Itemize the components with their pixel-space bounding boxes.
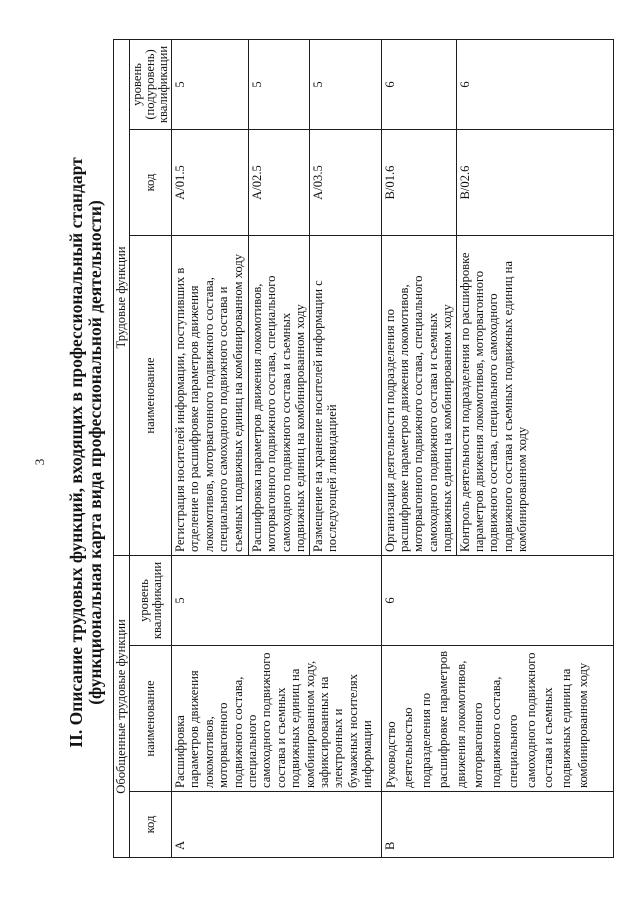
text-line: зафиксированных на xyxy=(317,676,332,788)
labor-function-code: B/02.6 xyxy=(456,130,613,236)
section-title-line-1: II. Описание трудовых функций, входящих в профессиональный стандарт xyxy=(66,157,86,748)
labor-function-name xyxy=(456,236,613,556)
table-header-row xyxy=(130,39,172,857)
text-line: состава и съемных xyxy=(273,687,288,788)
text-line: моторвагонного подвижного состава, специального xyxy=(411,275,426,552)
text-line: расшифровке параметров движения локомотивов, xyxy=(397,284,412,552)
text-line: подвижного состава, xyxy=(230,676,245,788)
labor-function-code: A/02.5 xyxy=(249,130,310,236)
text-line: комбинированном ходу xyxy=(515,426,530,552)
text-line: подвижного состава, специального самоходного xyxy=(486,293,501,552)
header-generalized-functions: Обобщенные трудовые функции xyxy=(114,556,130,858)
labor-function-name xyxy=(309,236,381,556)
text-line: подвижных единиц на комбинированном ходу xyxy=(440,304,455,552)
text-line: отделение по расшифровке параметров движения xyxy=(187,285,202,552)
text-line: специального xyxy=(506,714,521,788)
text-line: локомотивов, xyxy=(201,716,216,788)
labor-function-sublevel: 5 xyxy=(172,39,249,129)
text-line: самоходного подвижного xyxy=(523,652,538,788)
text-line: параметров движения xyxy=(187,670,202,788)
labor-function-code: A/01.5 xyxy=(172,130,249,236)
text-line: расшифровке параметров xyxy=(436,650,451,788)
labor-function-name xyxy=(172,236,249,556)
text-line: состава и съемных xyxy=(541,687,556,788)
text-line: Расшифровка xyxy=(173,715,187,788)
text-line: информации xyxy=(360,720,375,788)
text-line: самоходного подвижного xyxy=(259,652,274,788)
table-row xyxy=(172,39,249,857)
text-line: Контроль деятельности подразделения по расшифровке xyxy=(457,252,472,552)
text-line: движения локомотивов, xyxy=(453,660,468,788)
generalized-function-code: A xyxy=(172,792,382,858)
text-line: моторвагонного xyxy=(216,702,231,788)
page-number: 3 xyxy=(32,458,47,466)
table-header-row xyxy=(114,39,130,857)
text-line: комбинированном ходу xyxy=(576,662,591,788)
labor-function-name xyxy=(381,236,456,556)
text-line: бумажных носителях xyxy=(345,673,360,788)
text-line: самоходного подвижного состава и съемных xyxy=(425,312,440,552)
text-line: специального xyxy=(245,714,260,788)
text-line: съемных подвижных единиц на комбинированном ходу xyxy=(230,253,245,552)
header-code: код xyxy=(130,792,172,858)
table-row xyxy=(381,39,456,857)
text-line: Расшифровка параметров движения локомотивов, xyxy=(250,283,264,552)
labor-function-name xyxy=(249,236,310,556)
generalized-function-code: B xyxy=(381,792,613,858)
header-name: наименование xyxy=(130,646,172,792)
generalized-function-name xyxy=(381,646,613,792)
text-line: параметров движения локомотивов, моторвагонного xyxy=(472,270,487,552)
section-title xyxy=(67,0,105,905)
text-line: моторвагонного xyxy=(471,702,486,788)
text-line: Регистрация носителей информации, поступивших в xyxy=(173,267,187,552)
text-line: подразделения по xyxy=(418,692,433,788)
labor-function-sublevel: 5 xyxy=(249,39,310,129)
header-labor-functions: Трудовые функции xyxy=(114,39,130,555)
text-line: подвижных единиц на xyxy=(558,668,573,788)
generalized-function-name xyxy=(172,646,382,792)
text-line: электронных и xyxy=(331,708,346,788)
text-line: подвижного состава и съемных подвижных единиц на xyxy=(500,261,515,552)
text-line: последующей ликвидацией xyxy=(325,404,340,552)
text-line: подвижных единиц на комбинированном ходу xyxy=(293,304,308,552)
labor-function-sublevel: 6 xyxy=(456,39,613,129)
header-level: уровень квалификации xyxy=(130,556,172,646)
text-line: Руководство xyxy=(383,721,398,788)
text-line: подвижного состава, xyxy=(488,676,503,788)
text-line: Размещение на хранение носителей информации с xyxy=(310,280,325,552)
text-line: деятельностью xyxy=(401,707,416,788)
generalized-function-level: 6 xyxy=(381,556,613,646)
header-labor-name: наименование xyxy=(130,236,172,556)
header-labor-code: код xyxy=(130,130,172,236)
text-line: комбинированном ходу, xyxy=(302,660,317,788)
text-line: локомотивов, моторвагонного подвижного состава, xyxy=(201,277,216,552)
labor-function-code: B/01.6 xyxy=(381,130,456,236)
text-line: Организация деятельности подразделения по xyxy=(382,309,397,552)
section-title-line-2: (функциональная карта вида профессиональной деятельности) xyxy=(85,200,105,705)
text-line: моторвагонного подвижного состава, специального xyxy=(264,275,279,552)
labor-function-code: A/03.5 xyxy=(309,130,381,236)
generalized-function-level: 5 xyxy=(172,556,382,646)
functional-map-table xyxy=(113,39,614,858)
labor-function-sublevel: 5 xyxy=(309,39,381,129)
text-line: подвижных единиц на xyxy=(288,668,303,788)
text-line: специального самоходного подвижного состава и xyxy=(216,286,231,552)
text-line: самоходного подвижного состава и съемных xyxy=(278,312,293,552)
header-sublevel: уровень (подуровень) квалификации xyxy=(130,39,172,129)
labor-function-sublevel: 6 xyxy=(381,39,456,129)
